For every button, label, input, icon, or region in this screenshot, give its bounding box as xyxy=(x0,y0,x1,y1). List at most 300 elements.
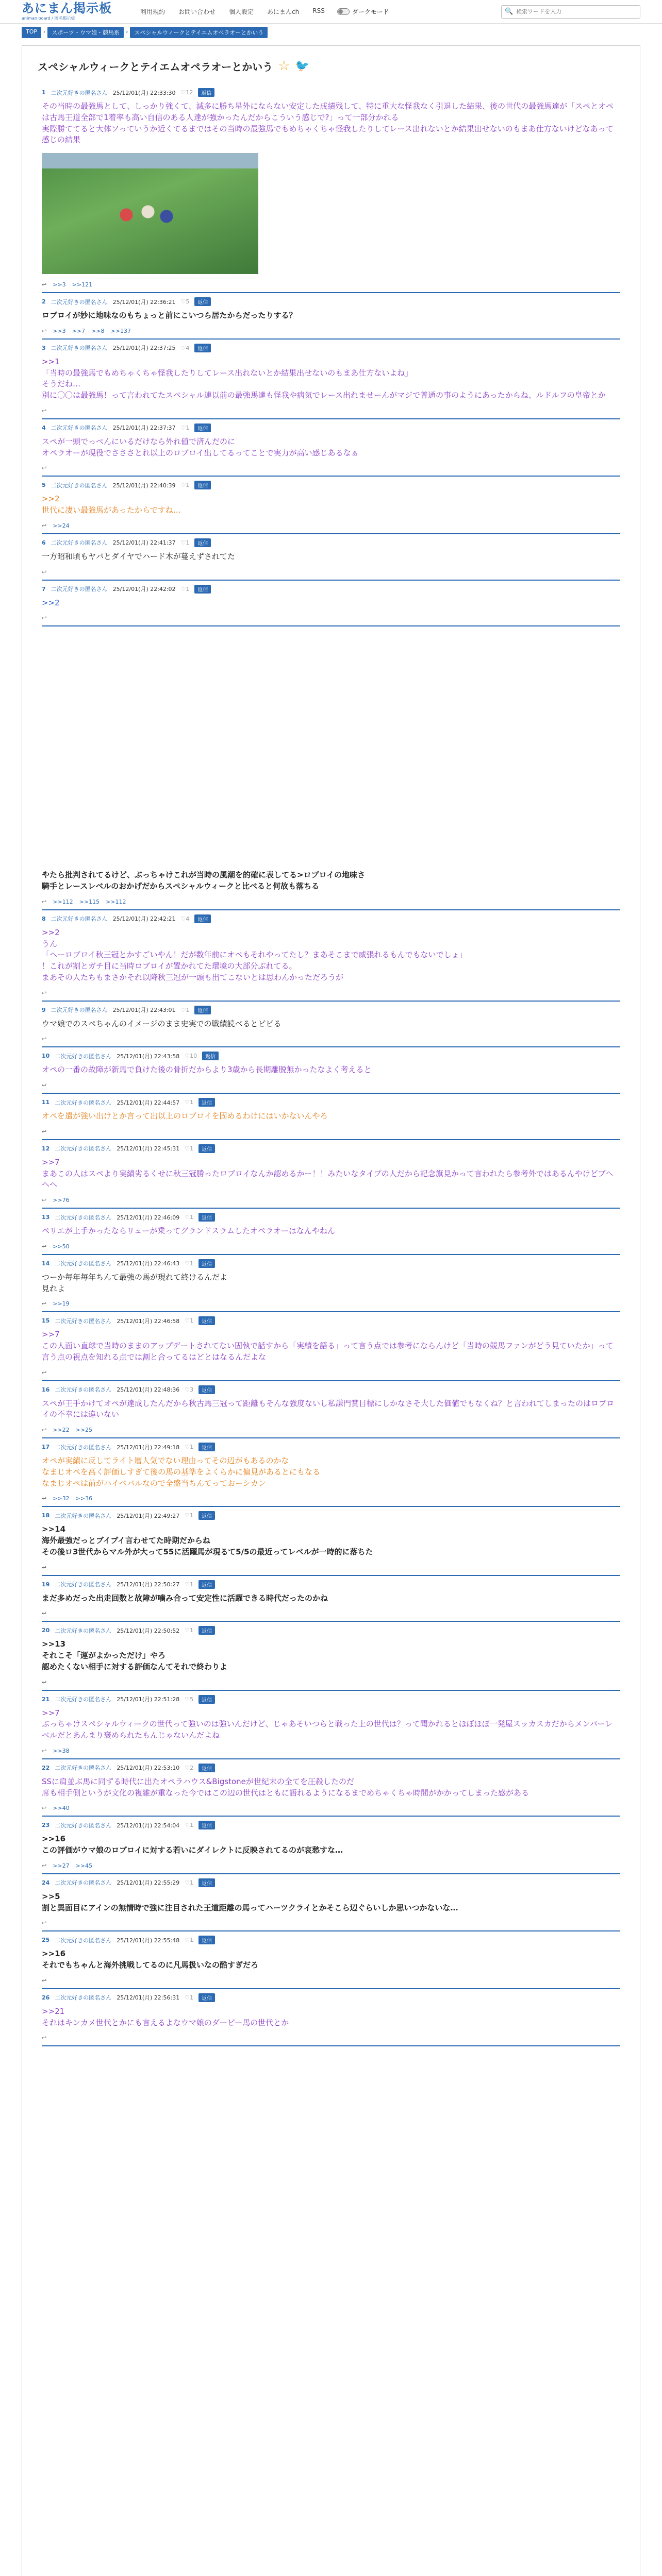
like-heart-icon[interactable]: ♡10 xyxy=(185,1053,197,1060)
reply-arrow-icon: ↩ xyxy=(42,1564,47,1571)
post-timestamp: 25/12/01(月) 22:55:29 xyxy=(117,1879,180,1887)
post-meta xyxy=(42,1006,620,1014)
post-footer xyxy=(42,1366,620,1381)
like-heart-icon[interactable]: ♡1 xyxy=(185,1145,194,1152)
post-body: やたら批判されてるけど、ぶっちゃけこれが当時の風潮を的確に表してる>ロブロイの地味さ 騎手とレースレベルのおかげだからスペシャルウィークと比べると何故も落ちる xyxy=(42,870,366,891)
poster-name: 二次元好きの匿名さん xyxy=(51,1007,108,1013)
post-footer xyxy=(42,1032,620,1047)
reply-arrow-icon: ↩ xyxy=(42,1243,47,1250)
post-item xyxy=(38,1140,624,1209)
reply-arrow-icon: ↩ xyxy=(42,1036,47,1043)
reply-button[interactable]: 返信 xyxy=(194,914,211,923)
reply-button[interactable]: 返信 xyxy=(194,423,211,432)
post-footer xyxy=(42,566,620,581)
poster-name: 二次元好きの匿名さん xyxy=(55,1053,112,1060)
reply-anchor-link[interactable]: >>25 xyxy=(75,1427,93,1433)
like-heart-icon[interactable]: ♡1 xyxy=(185,1512,194,1519)
post-body: >>13 それこそ「運がよかっただけ」やろ 認めたくない相手に対する評価なんてそれで終わりよ xyxy=(42,1639,228,1671)
reply-anchor-link[interactable]: >>19 xyxy=(53,1300,70,1308)
post-item xyxy=(38,1255,624,1313)
poster-name: 二次元好きの匿名さん xyxy=(55,1765,112,1772)
post-timestamp: 25/12/01(月) 22:44:57 xyxy=(117,1099,180,1106)
post-body: つーか毎年毎年ちんて最強の馬が現れて終けるんだよ 見れよ xyxy=(42,1272,228,1293)
post-footer xyxy=(42,1423,620,1438)
post-number[interactable]: 4 xyxy=(42,424,46,431)
post-body: >>16 この評価がウマ娘のロブロイに対する若いにダイレクトに反映されてるのが哀愁すな… xyxy=(42,1834,343,1855)
like-heart-icon[interactable]: ♡1 xyxy=(185,1260,194,1267)
post-meta xyxy=(42,1580,620,1589)
post-item xyxy=(38,293,624,340)
poster-name: 二次元好きの匿名さん xyxy=(55,1879,112,1887)
poster-name: 二次元好きの匿名さん xyxy=(55,1937,112,1944)
like-heart-icon[interactable]: ♡2 xyxy=(185,1764,194,1771)
post-number[interactable]: 16 xyxy=(42,1386,50,1393)
reply-anchor-link[interactable]: >>137 xyxy=(110,327,131,334)
post-footer xyxy=(42,1802,620,1817)
logo-text[interactable]: あにまん掲示板 xyxy=(22,1,112,15)
post-footer xyxy=(42,278,620,293)
reply-arrow-icon: ↩ xyxy=(42,1082,47,1089)
post-item xyxy=(38,1438,624,1507)
post-number[interactable]: 12 xyxy=(42,1145,50,1152)
post-list xyxy=(38,84,624,626)
reply-anchor-link[interactable]: >>50 xyxy=(53,1243,70,1250)
post-meta xyxy=(42,1052,620,1060)
reply-arrow-icon: ↩ xyxy=(42,1610,47,1617)
like-heart-icon[interactable]: ♡1 xyxy=(185,1214,194,1221)
like-heart-icon[interactable]: ♡1 xyxy=(185,1937,194,1944)
reply-anchor-link[interactable]: >>112 xyxy=(106,898,126,905)
reply-button[interactable]: 返信 xyxy=(198,1213,215,1222)
post-item xyxy=(38,1209,624,1255)
poster-name: 二次元好きの匿名さん xyxy=(55,1099,112,1106)
post-item xyxy=(38,1507,624,1575)
poster-name: 二次元好きの匿名さん xyxy=(55,1317,112,1325)
post-body: ウマ娘でのスペちゃんのイメージのまま史実での戦績読べるとビビる xyxy=(42,1019,282,1028)
poster-name: 二次元好きの匿名さん xyxy=(55,1696,112,1703)
poster-name: 二次元好きの匿名さん xyxy=(55,1822,112,1829)
like-heart-icon[interactable]: ♡4 xyxy=(180,344,190,351)
reply-button[interactable]: 返信 xyxy=(194,585,211,594)
poster-name: 二次元好きの匿名さん xyxy=(55,1386,112,1393)
reply-anchor-link[interactable]: >>38 xyxy=(53,1747,70,1754)
post-footer xyxy=(42,987,620,1002)
post-meta xyxy=(42,423,620,432)
reply-anchor-link[interactable]: >>115 xyxy=(79,898,100,905)
post-footer xyxy=(42,1240,620,1255)
search-icon[interactable]: 🔍 xyxy=(505,8,514,15)
post-number[interactable]: 20 xyxy=(42,1627,50,1634)
post-number[interactable]: 11 xyxy=(42,1099,50,1106)
post-number[interactable]: 1 xyxy=(42,89,46,96)
embedded-image-space xyxy=(38,626,624,863)
reply-arrow-icon: ↩ xyxy=(42,407,47,414)
post-number[interactable]: 17 xyxy=(42,1444,50,1450)
nav-animanch[interactable]: あにまんch xyxy=(267,8,300,15)
post-body: >>14 海外最強だっとブイブイ言わせてた時期だからね その後ロ3世代からマル外が大って55に活躍馬が現るて5/5の最近ってレベルが一時的に落ちた xyxy=(42,1524,373,1556)
post-number[interactable]: 24 xyxy=(42,1879,50,1886)
post-body: 一方昭和頃もヤバとダイヤでハード木が蔓えずされてた xyxy=(42,551,235,561)
post-meta xyxy=(42,481,620,489)
post-body: その当時の最強馬として、しっかり強くて、滅多に勝ち星外にならない安定した成績残して、特に重大な怪我なく引退した結果、後の世代の最強馬達が「スペとオペは古馬王道全部で1着率も高い自信のある人達が強かったんだからこういう感じで?」って一部分かれる 実際勝ててると大体ソっていうか近くてるまではその当時の最強馬でもめちゃくちゃ怪我したりしてレース出れないとか結果出せないのもまあ仕方ないけどなあって感じの結果 xyxy=(42,101,614,145)
reply-arrow-icon: ↩ xyxy=(42,1920,47,1927)
post-item xyxy=(38,1989,624,2047)
reply-arrow-icon: ↩ xyxy=(42,1369,47,1376)
post-number[interactable]: 25 xyxy=(42,1937,50,1944)
post-footer xyxy=(42,1125,620,1140)
nav-terms[interactable]: 利用規約 xyxy=(140,8,166,15)
poster-name: 二次元好きの匿名さん xyxy=(51,298,108,306)
reply-button[interactable]: 返信 xyxy=(198,1580,215,1589)
like-heart-icon[interactable]: ♡1 xyxy=(180,482,190,489)
post-meta xyxy=(42,1098,620,1107)
post-timestamp: 25/12/01(月) 22:37:37 xyxy=(112,425,176,432)
reply-button[interactable]: 返信 xyxy=(194,481,211,489)
post-body: スペが王手かけてオペが達成したんだから秋古馬三冠って距離もそんな強度ないし私謙門賞目標にしかなさそ大した価値でもなくね？と言われてしまったのはロブロイの不幸には違いない xyxy=(42,1398,615,1419)
post-footer xyxy=(42,519,620,534)
post-timestamp: 25/12/01(月) 22:48:36 xyxy=(117,1386,180,1393)
post-item xyxy=(38,1622,624,1690)
reply-button[interactable]: 返信 xyxy=(198,1878,215,1887)
breadcrumb-thread[interactable]: スペシャルウィークとテイエムオペラオーとかいう xyxy=(130,27,268,38)
reply-anchor-link[interactable]: >>45 xyxy=(75,1862,93,1869)
post-body: ペリエが上手かったならリューが乗ってグランドスラムしたオペラオーはなんやねん xyxy=(42,1226,335,1235)
post-timestamp: 25/12/01(月) 22:51:28 xyxy=(117,1696,180,1703)
post-footer xyxy=(42,462,620,477)
post-body: オペが実績に反してライト層人気でない理由ってその辺がもあるのかな なまじオペを高く評価しすぎて後の馬の基準をよくらかに偏見があるとにもなる なまじオペは前がハイベバルなので全盛当ちんてっておーシカン xyxy=(42,1456,321,1488)
post-item xyxy=(38,340,624,419)
post-item xyxy=(38,1817,624,1874)
post-body: >>16 それでもちゃんと海外挑戦してるのに凡馬扱いなの酷すぎだろ xyxy=(42,1949,259,1970)
post-timestamp: 25/12/01(月) 22:54:04 xyxy=(117,1822,180,1829)
reply-arrow-icon: ↩ xyxy=(42,1427,47,1433)
post-footer xyxy=(42,2031,620,2046)
breadcrumb-top[interactable]: TOP xyxy=(22,27,41,38)
reply-arrow-icon: ↩ xyxy=(42,568,47,575)
reply-arrow-icon: ↩ xyxy=(42,1495,47,1502)
post-item xyxy=(38,1759,624,1817)
dark-mode-toggle[interactable] xyxy=(337,7,389,16)
post-item xyxy=(38,84,624,293)
post-item xyxy=(38,1047,624,1094)
post-footer xyxy=(42,1744,620,1759)
post-meta xyxy=(42,585,620,594)
reply-arrow-icon: ↩ xyxy=(42,615,47,622)
like-heart-icon[interactable]: ♡1 xyxy=(180,1006,190,1013)
post-number[interactable]: 9 xyxy=(42,1006,46,1013)
post-item xyxy=(38,1931,624,1989)
poster-name: 二次元好きの匿名さん xyxy=(51,89,108,96)
like-heart-icon[interactable]: ♡1 xyxy=(185,1994,194,2001)
post-item xyxy=(38,534,624,581)
post-item xyxy=(38,1094,624,1140)
post-meta xyxy=(42,538,620,547)
poster-name: 二次元好きの匿名さん xyxy=(51,539,108,547)
reply-button[interactable]: 返信 xyxy=(198,1764,215,1772)
reply-anchor-link[interactable]: >>7 xyxy=(72,327,86,334)
toggle-switch-icon[interactable] xyxy=(337,8,350,15)
chevron-right-icon: › xyxy=(43,28,46,35)
nav-settings[interactable]: 個人設定 xyxy=(229,8,254,15)
reply-button[interactable]: 返信 xyxy=(198,1626,215,1635)
site-logo[interactable] xyxy=(22,2,130,21)
post-meta xyxy=(42,1626,620,1635)
like-heart-icon[interactable]: ♡1 xyxy=(180,539,190,546)
post-body: スペが一頭でっぺんにいるだけなら外れ値で済んだのに オペラオーが現役でさささとれ以上のロブロイ出してるってことで実力が高い感じあるなぁ xyxy=(42,436,359,457)
post-meta xyxy=(42,914,620,923)
post-item xyxy=(38,910,624,1002)
post-item xyxy=(38,419,624,477)
reply-arrow-icon: ↩ xyxy=(42,2035,47,2042)
post-item xyxy=(38,1312,624,1381)
post-body: SSに肩並ぶ馬に同ずる時代に出たオペラハウス&Bigstoneが世紀末の全てを圧殺したのだ 席も相手側というが文化の複雑が重なった今ではこの辺の世代はともに語れるようになるまでめちゃくちゃ時間がかかってしまった感がある xyxy=(42,1776,529,1798)
post-number[interactable]: 10 xyxy=(42,1053,50,1060)
nav-contact[interactable]: お問い合わせ xyxy=(178,8,216,15)
reply-anchor-link[interactable]: >>24 xyxy=(53,522,70,529)
page-title: スペシャルウィークとテイエムオペラオーとかいう xyxy=(38,60,273,73)
post-timestamp: 25/12/01(月) 22:49:27 xyxy=(117,1512,180,1519)
reply-anchor-link[interactable]: >>76 xyxy=(53,1197,70,1204)
reply-button[interactable]: 返信 xyxy=(198,1385,215,1394)
post-timestamp: 25/12/01(月) 22:33:30 xyxy=(112,89,176,96)
post-body: >>7 ぶっちゃけスペシャルウィークの世代って強いのは強いんだけど、じゃあそいつらと戦った上の世代は？って聞かれるとほぼほぼ一発屋スッカスカだからメンバーレベルだとあんまり褒められたもんじゃないんだよね xyxy=(42,1708,613,1740)
reply-arrow-icon: ↩ xyxy=(42,989,47,996)
post-timestamp: 25/12/01(月) 22:46:43 xyxy=(117,1260,180,1267)
reply-button[interactable]: 返信 xyxy=(198,1695,215,1704)
reply-anchor-link[interactable]: >>112 xyxy=(53,898,73,905)
post-item xyxy=(38,1576,624,1622)
reply-button[interactable]: 返信 xyxy=(194,344,211,352)
reply-arrow-icon: ↩ xyxy=(42,1977,47,1984)
reply-arrow-icon: ↩ xyxy=(42,1805,47,1812)
post-timestamp: 25/12/01(月) 22:43:58 xyxy=(117,1053,180,1060)
post-timestamp: 25/12/01(月) 22:43:01 xyxy=(112,1007,176,1013)
post-meta xyxy=(42,1443,620,1451)
post-body: >>21 それはキンカメ世代とかにも言えるよなウマ娘のダービー馬の世代とか xyxy=(42,2006,289,2027)
breadcrumb-category[interactable]: スポーツ・ウマ娘・競馬系 xyxy=(47,27,124,38)
post-meta xyxy=(42,344,620,352)
dark-mode-label: ダークモード xyxy=(352,8,389,15)
search-input[interactable] xyxy=(516,8,637,15)
post-timestamp: 25/12/01(月) 22:46:58 xyxy=(117,1317,180,1325)
post-meta xyxy=(42,297,620,306)
post-list-continued xyxy=(38,910,624,2047)
like-heart-icon[interactable]: ♡1 xyxy=(185,1627,194,1634)
post-7-continuation xyxy=(38,863,624,910)
post-timestamp: 25/12/01(月) 22:42:02 xyxy=(112,586,176,592)
reply-button[interactable]: 返信 xyxy=(198,1993,215,2002)
post-item xyxy=(38,581,624,627)
like-heart-icon[interactable]: ♡1 xyxy=(185,1581,194,1588)
post-number[interactable]: 7 xyxy=(42,585,46,592)
post-number[interactable]: 26 xyxy=(42,1994,50,2001)
reply-button[interactable]: 返信 xyxy=(198,1144,215,1153)
reply-arrow-icon: ↩ xyxy=(42,522,47,529)
reply-anchor-link[interactable]: >>32 xyxy=(53,1495,70,1502)
post-body: ロブロイが妙に地味なのもちょっと前にこいつら居たからだったりする？ xyxy=(42,311,297,320)
poster-name: 二次元好きの匿名さん xyxy=(55,1994,112,2002)
reply-button[interactable]: 返信 xyxy=(198,1821,215,1829)
reply-anchor-link[interactable]: >>3 xyxy=(53,281,66,288)
post-timestamp: 25/12/01(月) 22:50:52 xyxy=(117,1627,180,1634)
post-footer xyxy=(42,612,620,626)
reply-arrow-icon: ↩ xyxy=(42,1747,47,1754)
reply-arrow-icon: ↩ xyxy=(42,1679,47,1686)
post-footer xyxy=(42,404,620,419)
post-meta xyxy=(42,1695,620,1704)
reply-button[interactable]: 返信 xyxy=(202,1052,219,1060)
post-image[interactable] xyxy=(42,153,258,274)
post-item xyxy=(38,1691,624,1759)
reply-anchor-link[interactable]: >>36 xyxy=(75,1495,93,1502)
post-number[interactable]: 5 xyxy=(42,482,46,489)
reply-button[interactable]: 返信 xyxy=(194,297,211,306)
favorite-star-icon[interactable]: ☆ xyxy=(278,58,290,74)
like-heart-icon[interactable]: ♡1 xyxy=(185,1879,194,1886)
post-meta xyxy=(42,1878,620,1887)
reply-anchor-link[interactable]: >>40 xyxy=(53,1805,70,1812)
post-body: オペを遣が強い出けとか言って出以上のロブロイを固めるわけにはいかないんやろ xyxy=(42,1111,328,1121)
like-heart-icon[interactable]: ♡5 xyxy=(185,1696,194,1703)
reply-button[interactable]: 返信 xyxy=(198,1316,215,1325)
post-footer xyxy=(42,1859,620,1874)
post-meta xyxy=(42,1764,620,1772)
like-heart-icon[interactable]: ♡3 xyxy=(185,1386,194,1393)
post-timestamp: 25/12/01(月) 22:36:21 xyxy=(112,298,176,306)
post-item xyxy=(38,1874,624,1932)
top-nav xyxy=(140,7,325,16)
post-footer xyxy=(42,1561,620,1576)
like-heart-icon[interactable]: ♡1 xyxy=(180,424,190,431)
post-footer xyxy=(42,1676,620,1691)
post-timestamp: 25/12/01(月) 22:45:31 xyxy=(117,1145,180,1153)
reply-arrow-icon: ↩ xyxy=(42,327,47,334)
reply-button[interactable]: 返信 xyxy=(198,88,214,97)
reply-button[interactable]: 返信 xyxy=(198,1098,215,1107)
post-body: >>7 この人面い直球で当時のままのアップデートされてない固執で話すから「実績を語る」って言う点では参考にならんけど「当時の競馬ファンがどう見ていたか」って言う点の視点を知れる点では割と合ってるはどとはなるんだよな xyxy=(42,1330,614,1362)
post-meta xyxy=(42,1316,620,1325)
reply-arrow-icon: ↩ xyxy=(42,898,47,905)
poster-name: 二次元好きの匿名さん xyxy=(55,1260,112,1267)
post-number[interactable]: 22 xyxy=(42,1764,50,1771)
like-heart-icon[interactable]: ♡1 xyxy=(185,1317,194,1325)
poster-name: 二次元好きの匿名さん xyxy=(55,1627,112,1634)
post-timestamp: 25/12/01(月) 22:50:27 xyxy=(117,1581,180,1588)
post-number[interactable]: 2 xyxy=(42,298,46,305)
post-timestamp: 25/12/01(月) 22:56:31 xyxy=(117,1994,180,2002)
post-footer xyxy=(42,1607,620,1622)
like-heart-icon[interactable]: ♡4 xyxy=(180,915,190,922)
post-number[interactable]: 3 xyxy=(42,344,46,351)
post-timestamp: 25/12/01(月) 22:49:18 xyxy=(117,1444,180,1451)
reply-arrow-icon: ↩ xyxy=(42,1197,47,1204)
reply-arrow-icon: ↩ xyxy=(42,281,47,288)
nav-rss[interactable]: RSS xyxy=(312,7,325,14)
post-item xyxy=(38,477,624,534)
reply-anchor-link[interactable]: >>22 xyxy=(53,1427,70,1433)
reply-button[interactable]: 返信 xyxy=(194,538,211,547)
post-number[interactable]: 23 xyxy=(42,1822,50,1829)
post-meta xyxy=(42,1259,620,1268)
post-meta xyxy=(42,1993,620,2002)
reply-anchor-link[interactable]: >>8 xyxy=(91,327,105,334)
like-heart-icon[interactable]: ♡1 xyxy=(185,1444,194,1450)
search-box xyxy=(501,5,640,19)
reply-button[interactable]: 返信 xyxy=(194,1006,211,1014)
poster-name: 二次元好きの匿名さん xyxy=(55,1512,112,1519)
breadcrumb xyxy=(0,24,662,41)
post-number[interactable]: 19 xyxy=(42,1581,50,1588)
poster-name: 二次元好きの匿名さん xyxy=(51,916,108,923)
post-item xyxy=(38,1381,624,1439)
poster-name: 二次元好きの匿名さん xyxy=(51,586,108,592)
poster-name: 二次元好きの匿名さん xyxy=(51,345,108,352)
post-footer xyxy=(42,895,620,910)
post-footer xyxy=(42,325,620,340)
reply-anchor-link[interactable]: >>121 xyxy=(72,281,93,288)
post-meta xyxy=(42,1144,620,1153)
post-number[interactable]: 21 xyxy=(42,1696,50,1703)
thread-container xyxy=(22,45,640,2576)
post-number[interactable]: 13 xyxy=(42,1214,50,1221)
post-footer xyxy=(42,1492,620,1507)
post-meta xyxy=(42,1936,620,1944)
post-body: >>1 「当時の最強馬でもめちゃくちゃ怪我したりしてレース出れないとか結果出せないのもまあ仕方ないよね」 そうだね… 別に〇〇は最強馬！って言われてたスペシャル連以前の最強馬達も怪我や病気でレース出れませーんがマジで普通の事のようにあったからね、ルドルフの皇帝とか xyxy=(42,357,606,400)
post-number[interactable]: 6 xyxy=(42,539,46,546)
reply-arrow-icon: ↩ xyxy=(42,1300,47,1308)
like-heart-icon[interactable]: ♡12 xyxy=(180,89,193,96)
reply-arrow-icon: ↩ xyxy=(42,1128,47,1135)
post-meta xyxy=(42,1511,620,1520)
post-number[interactable]: 18 xyxy=(42,1512,50,1519)
post-body: まだ多めだった出走回数と故障が噛み合って安定性に活躍できる時代だったのかね xyxy=(42,1593,328,1603)
post-body: オペの一番の故障が新馬で負けた後の骨折だからより3歳から長期離脱無かったなよく考えると xyxy=(42,1065,372,1075)
post-number[interactable]: 14 xyxy=(42,1260,50,1267)
poster-name: 二次元好きの匿名さん xyxy=(55,1145,112,1153)
post-body: >>5 割と異面目にアインの無情時で強に注目された王道距離の馬ってハーツクライとかそこら辺ぐらいしか思いつかないな… xyxy=(42,1891,458,1912)
post-meta xyxy=(42,1821,620,1829)
post-number[interactable]: 8 xyxy=(42,915,46,922)
reply-button[interactable]: 返信 xyxy=(198,1511,215,1520)
site-header xyxy=(0,0,662,24)
poster-name: 二次元好きの匿名さん xyxy=(55,1581,112,1588)
post-timestamp: 25/12/01(月) 22:41:37 xyxy=(112,539,176,547)
like-heart-icon[interactable]: ♡1 xyxy=(185,1822,194,1829)
reply-button[interactable]: 返信 xyxy=(198,1443,215,1451)
like-heart-icon[interactable]: ♡5 xyxy=(180,298,190,305)
reply-anchor-link[interactable]: >>27 xyxy=(53,1862,70,1869)
reply-button[interactable]: 返信 xyxy=(198,1259,215,1268)
post-meta xyxy=(42,1385,620,1394)
poster-name: 二次元好きの匿名さん xyxy=(51,482,108,489)
logo-subtext: animan board / 匿名掲示板 xyxy=(22,16,75,21)
reply-button[interactable]: 返信 xyxy=(198,1936,215,1944)
like-heart-icon[interactable]: ♡1 xyxy=(185,1099,194,1106)
post-number[interactable]: 15 xyxy=(42,1317,50,1325)
post-body: >>2 xyxy=(42,598,60,607)
poster-name: 二次元好きの匿名さん xyxy=(55,1444,112,1451)
post-footer xyxy=(42,1974,620,1989)
post-meta xyxy=(42,88,620,97)
post-timestamp: 25/12/01(月) 22:37:25 xyxy=(112,345,176,352)
reply-arrow-icon: ↩ xyxy=(42,465,47,472)
thread-header xyxy=(38,46,624,84)
post-item xyxy=(38,1002,624,1048)
like-heart-icon[interactable]: ♡1 xyxy=(180,585,190,592)
post-body: >>2 うん 「ヘーロブロイ秋三冠とかすごいやん！だが数年前にオペもそれやってたし？まあそこまで威張れるもんでもないでしょ」 ！これが割とガチ目に当時ロブロイが置かれてた環境の大部分ぶれてる。 まあその人たちもまさかそれ以降秋三冠が一頭も出てこないとは思わんかっただろうが xyxy=(42,927,467,982)
twitter-share-icon[interactable]: 🐦 xyxy=(295,59,309,73)
reply-anchor-link[interactable]: >>3 xyxy=(53,327,66,334)
